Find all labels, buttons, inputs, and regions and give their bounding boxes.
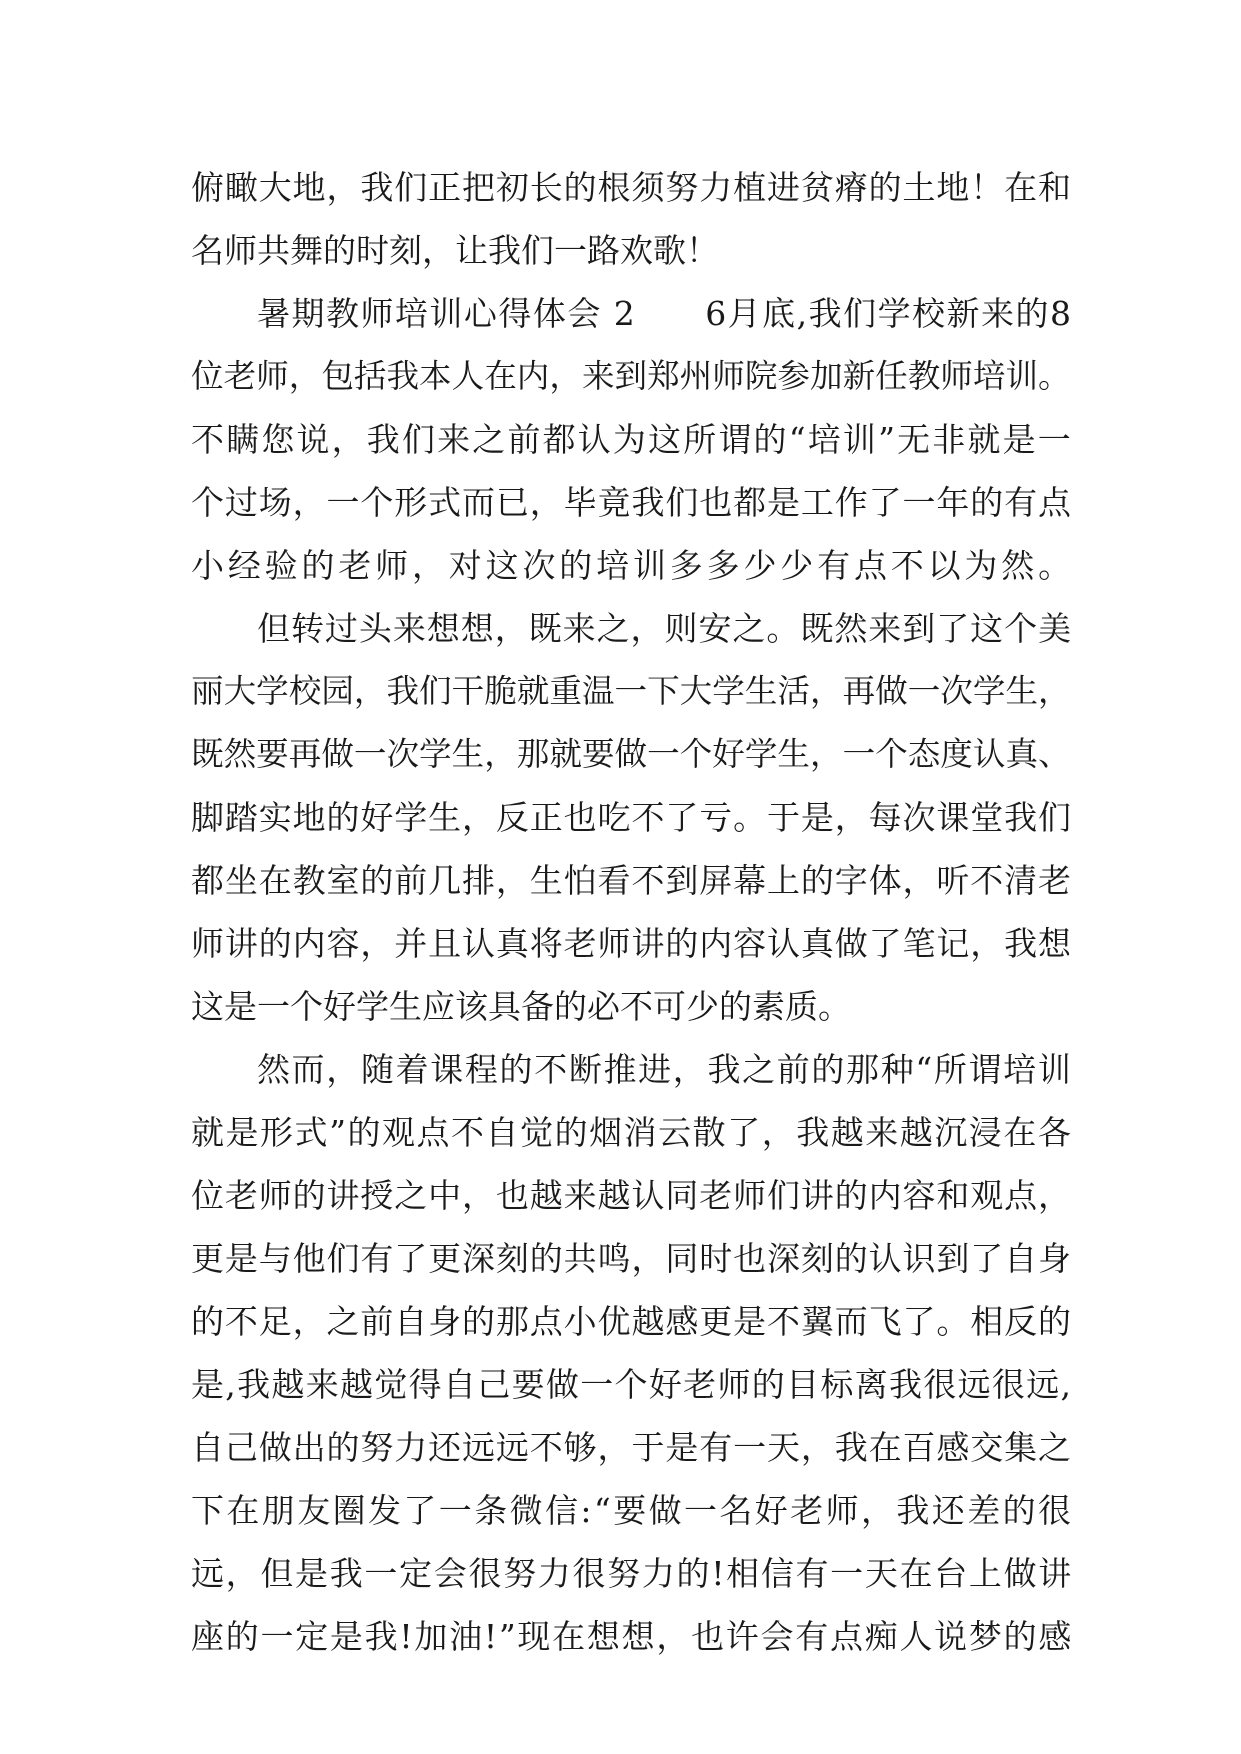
text-line: 自己做出的努力还远远不够，于是有一天，我在百感交集之	[191, 1428, 1072, 1467]
body-text	[191, 156, 1075, 1668]
text-line: 名师共舞的时刻，让我们一路欢歌！	[191, 231, 719, 270]
text-line: 不瞒您说，我们来之前都认为这所谓的“培训”无非就是一	[191, 420, 1073, 459]
text-line: 下在朋友圈发了一条微信:“要做一名好老师，我还差的很	[191, 1491, 1074, 1530]
text-line: 小经验的老师，对这次的培训多多少少有点不以为然。	[191, 546, 1075, 585]
text-line: 脚踏实地的好学生，反正也吃不了亏。于是，每次课堂我们	[191, 798, 1072, 837]
text-line: 师讲的内容，并且认真将老师讲的内容认真做了笔记，我想	[191, 924, 1072, 963]
text-line: 的不足，之前自身的那点小优越感更是不翼而飞了。相反的	[191, 1302, 1072, 1341]
text-line: 位老师的讲授之中，也越来越认同老师们讲的内容和观点，	[191, 1176, 1072, 1215]
text-line: 更是与他们有了更深刻的共鸣，同时也深刻的认识到了自身	[191, 1239, 1072, 1278]
text-line: 都坐在教室的前几排，生怕看不到屏幕上的字体，听不清老	[191, 861, 1072, 900]
text-line: 远，但是我一定会很努力很努力的!相信有一天在台上做讲	[191, 1554, 1073, 1593]
paragraph-first-line: 然而，随着课程的不断推进，我之前的那种“所谓培训	[257, 1050, 1073, 1089]
paragraph-first-line: 暑期教师培训心得体会 2 6月底,我们学校新来的8	[257, 294, 1073, 333]
text-line: 座的一定是我!加油!”现在想想，也许会有点痴人说梦的感	[191, 1617, 1074, 1656]
paragraph-first-line: 但转过头来想想，既来之，则安之。既然来到了这个美	[257, 609, 1073, 648]
text-line: 就是形式”的观点不自觉的烟消云散了，我越来越沉浸在各	[191, 1113, 1073, 1152]
text-line: 丽大学校园，我们干脆就重温一下大学生活，再做一次学生，	[191, 672, 1071, 710]
text-line: 位老师，包括我本人在内，来到郑州师院参加新任教师培训。	[191, 357, 1071, 395]
text-line: 俯瞰大地，我们正把初长的根须努力植进贫瘠的土地！在和	[191, 168, 1072, 207]
text-line: 既然要再做一次学生，那就要做一个好学生，一个态度认真、	[191, 735, 1071, 773]
text-line: 是,我越来越觉得自己要做一个好老师的目标离我很远很远,	[191, 1365, 1073, 1404]
text-line: 个过场，一个形式而已，毕竟我们也都是工作了一年的有点	[191, 483, 1072, 522]
text-line: 这是一个好学生应该具备的必不可少的素质。	[191, 987, 851, 1026]
